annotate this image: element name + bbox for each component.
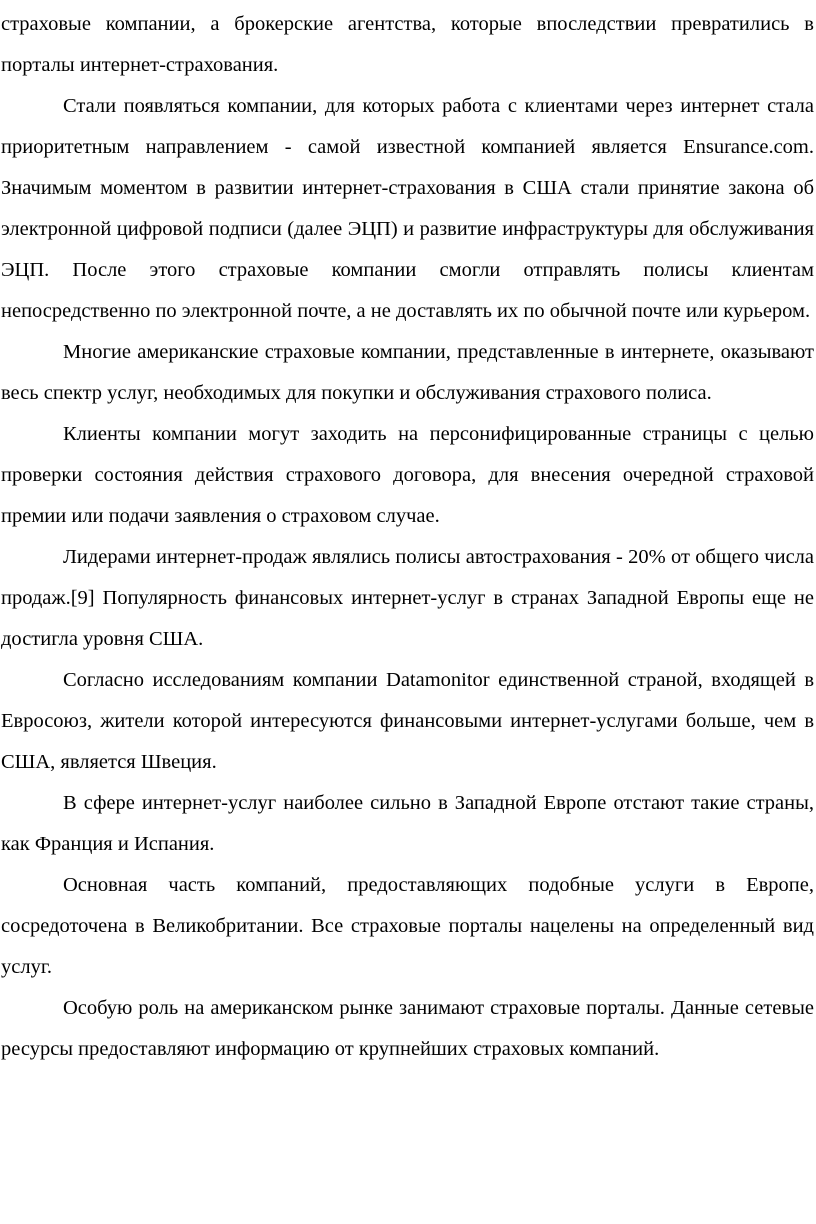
paragraph-continued: страховые компании, а брокерские агентства, которые впоследствии превратились в порталы интернет-страхования. (1, 13, 814, 76)
paragraph: Согласно исследованиям компании Datamonitor единственной страной, входящей в Евросоюз, жители которой интересуются финансовыми интернет-услугами больше, чем в США, является Швеция. (1, 669, 814, 773)
paragraph: Клиенты компании могут заходить на персонифицированные страницы с целью проверки состояния действия страхового договора, для внесения очередной страховой премии или подачи заявления о страховом случае. (1, 423, 814, 527)
paragraph: Лидерами интернет-продаж являлись полисы автострахования - 20% от общего числа продаж.[9] Популярность финансовых интернет-услуг в странах Западной Европы еще не достигла уровня США. (1, 546, 814, 650)
paragraph: Многие американские страховые компании, представленные в интернете, оказывают весь спектр услуг, необходимых для покупки и обслуживания страхового полиса. (1, 341, 814, 404)
paragraph: Особую роль на американском рынке занимают страховые порталы. Данные сетевые ресурсы предоставляют информацию от крупнейших страховых компаний. (1, 997, 814, 1060)
document-body (1, 4, 814, 1070)
paragraph: В сфере интернет-услуг наиболее сильно в Западной Европе отстают такие страны, как Франция и Испания. (1, 792, 814, 855)
paragraph: Основная часть компаний, предоставляющих подобные услуги в Европе, сосредоточена в Великобритании. Все страховые порталы нацелены на определенный вид услуг. (1, 874, 814, 978)
paragraph: Стали появляться компании, для которых работа с клиентами через интернет стала приоритетным направлением - самой известной компанией является Ensurance.com. Значимым моментом в развитии интернет-страхования в США стали принятие закона об электронной цифровой подписи (далее ЭЦП) и развитие инфраструктуры для обслуживания ЭЦП. После этого страховые компании смогли отправлять полисы клиентам непосредственно по электронной почте, а не доставлять их по обычной почте или курьером. (1, 95, 814, 322)
